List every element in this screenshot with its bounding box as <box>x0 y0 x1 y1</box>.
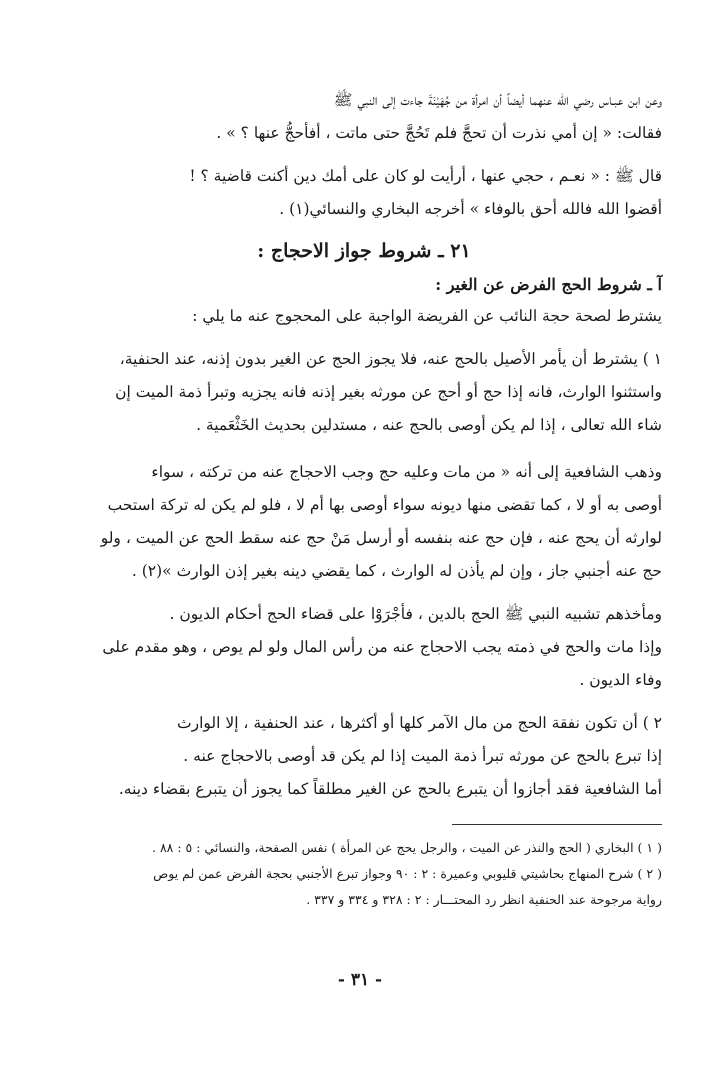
footnote-1: ( ١ ) البخاري ( الحج والنذر عن الميت ، والرجل يحج عن المرأة ) نفس الصفحة، والنسائي : ٥ : ٨٨ . <box>151 840 662 855</box>
text-line: حج عنه أجنبي جاز ، وإن لم يأذن له الوارث ، كما يقضي دينه بغير إذن الوارث »(٢) . <box>131 562 662 580</box>
footnote-2: ( ٢ ) شرح المنهاج بحاشيتي قليوبي وعميرة : ٢ : ٩٠ وجواز تبرع الأجنبي بحجة الفرض عمن لم يوص <box>153 866 662 881</box>
text-line: واستثنوا الوارث، فانه إذا حج أو أحج عن مورثه بغير إذنه فانه يجزيه وتبرأ ذمة الميت إن <box>115 383 662 401</box>
condition-1-paragraph <box>66 343 662 442</box>
text-line: وفاء الديون . <box>579 671 662 689</box>
intro-paragraph <box>66 84 662 150</box>
text-line: لوارثه أن يحج عنه ، فإن حج عنه بنفسه أو أرسل مَنْ حج عنه سقط الحج عن الميت ، ولو <box>100 529 662 547</box>
answer-paragraph <box>66 160 662 226</box>
text-line: وذهب الشافعية إلى أنه « من مات وعليه حج وجب الاحجاج عنه من تركته ، سواء <box>151 463 662 481</box>
text-line: أما الشافعية فقد أجازوا أن يتبرع بالحج عن الغير مطلقاً كما يجوز أن يتبرع بقضاء دينه. <box>118 780 662 798</box>
text-line: يشترط لصحة حجة النائب عن الفريضة الواجبة على المحجوج عنه ما يلي : <box>192 307 662 325</box>
condition-2-paragraph <box>66 707 662 806</box>
conditions-intro <box>66 300 662 333</box>
section-heading: ٢١ ـ شروط جواز الاحجاج : <box>257 240 471 262</box>
text-line: أوصى به أو لا ، كما تقضى منها ديونه سواء أوصى بها أم لا ، فلو لم يكن له تركة استحب <box>107 496 662 514</box>
footnote-2-continued: رواية مرجوحة عند الحنفية انظر رد المحتـــار : ٢ : ٣٢٨ و ٣٣٤ و ٣٣٧ . <box>306 892 662 907</box>
text-line: ١ ) يشترط أن يأمر الأصيل بالحج عنه، فلا يجوز الحج عن الغير بدون إذنه، عند الحنفية، <box>119 350 662 368</box>
text-line: ومأخذهم تشبيه النبي ﷺ الحج بالدين ، فأجْرَوْا على قضاء الحج أحكام الديون . <box>169 605 662 623</box>
subsection-heading: آ ـ شروط الحج الفرض عن الغير : <box>435 275 662 294</box>
text-line: وعن ابن عبـاس رضي الله عنهما أيضاً أن امرأة من جُهَيْنَةَ جاءت إلى النبي ﷺ <box>333 91 662 109</box>
text-line: أقضوا الله فالله أحق بالوفاء » أخرجه البخاري والنسائي(١) . <box>279 200 662 218</box>
text-line: فقالت: « إن أمي نذرت أن تحجَّ فلم تَحُجَّ حتى ماتت ، أفأحجُّ عنها ؟ » . <box>216 124 662 142</box>
maakhadh-paragraph <box>66 598 662 697</box>
text-line: ٢ ) أن تكون نفقة الحج من مال الآمر كلها أو أكثرها ، عند الحنفية ، إلا الوارث <box>177 714 662 732</box>
page-number: - ٣١ - <box>337 970 383 990</box>
footnotes <box>66 835 662 913</box>
footnote-divider <box>452 824 662 825</box>
shafii-paragraph <box>66 456 662 588</box>
text-line: وإذا مات والحج في ذمته يجب الاحجاج عنه من رأس المال ولو لم يوص ، وهو مقدم على <box>102 638 662 656</box>
text-line: إذا تبرع بالحج عن مورثه تبرأ ذمة الميت إذا لم يكن قد أوصى بالاحجاج عنه . <box>183 747 662 765</box>
text-line: قال ﷺ : « نعـم ، حجي عنها ، أرأيت لو كان على أمك دين أكنت قاضية ؟ ! <box>189 167 662 185</box>
text-line: شاء الله تعالى ، إذا لم يكن أوصى بالحج عنه ، مستدلين بحديث الخَثْعَمية . <box>196 416 662 434</box>
